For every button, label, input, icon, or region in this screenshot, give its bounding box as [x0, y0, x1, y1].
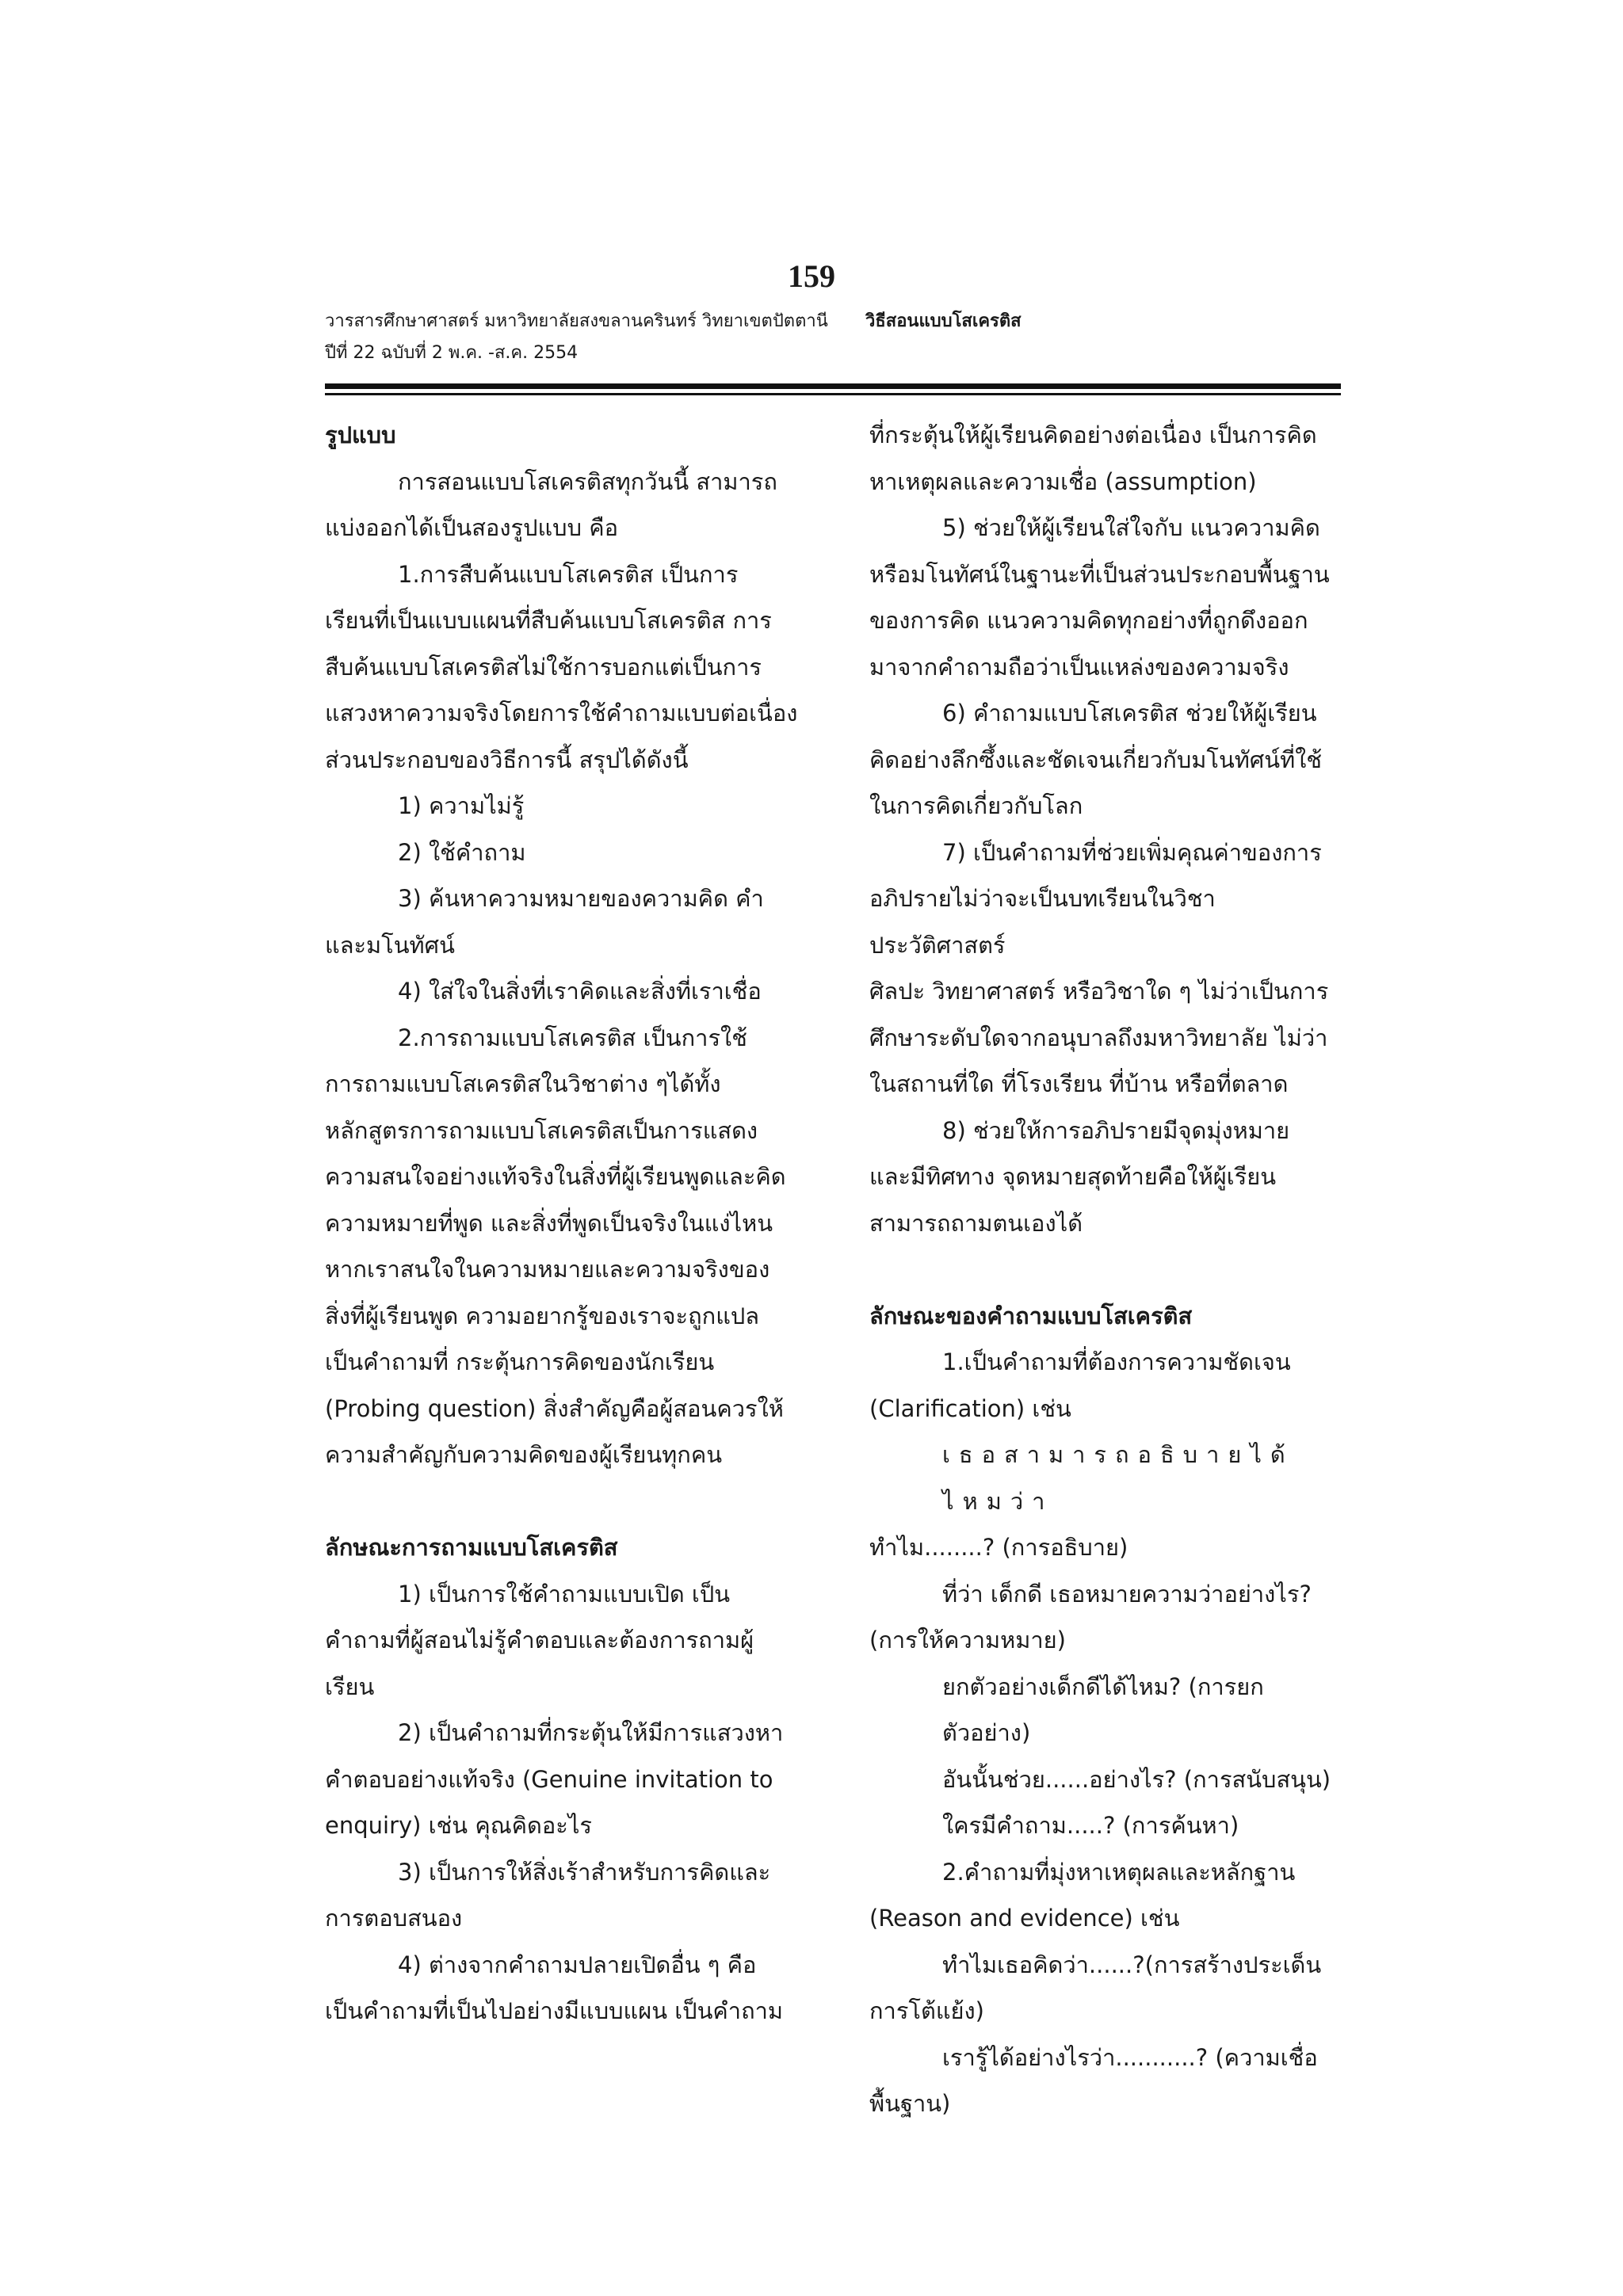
- text-line-indented: 3) เป็นการให้สิ่งเร้าสำหรับการคิดและ: [398, 1858, 771, 1886]
- text-line: พื้นฐาน): [869, 2090, 951, 2117]
- text-line: หรือมโนทัศน์ในฐานะที่เป็นส่วนประกอบพื้นฐาน: [869, 560, 1330, 588]
- text-line-indented: 2.การถามแบบโสเครติส เป็นการใช้: [398, 1024, 747, 1051]
- text-line-indented: 2) ใช้คำถาม: [398, 838, 526, 866]
- text-line: เป็นคำถามที่ กระตุ้นการคิดของนักเรียน: [325, 1348, 715, 1375]
- text-line-indented: 5) ช่วยให้ผู้เรียนใส่ใจกับ แนวความคิด: [942, 514, 1320, 541]
- section-heading: ลักษณะการถามแบบโสเครติส: [325, 1534, 618, 1561]
- text-line: ศึกษาระดับใดจากอนุบาลถึงมหาวิทยาลัย ไม่ว่า: [869, 1024, 1328, 1051]
- text-line: หากเราสนใจในความหมายและความจริงของ: [325, 1256, 770, 1283]
- text-line-indented: 3) ค้นหาความหมายของความคิด คำ: [398, 885, 764, 912]
- text-line: และมโนทัศน์: [325, 931, 455, 959]
- text-line: มาจากคำถามถือว่าเป็นแหล่งของความจริง: [869, 653, 1289, 681]
- text-line: ที่กระตุ้นให้ผู้เรียนคิดอย่างต่อเนื่อง เป็นการคิด: [869, 421, 1317, 448]
- text-line-indented: ทำไมเธอคิดว่า......?(การสร้างประเด็น: [942, 1951, 1322, 1978]
- text-line-indented: 1.การสืบค้นแบบโสเครติส เป็นการ: [398, 560, 739, 588]
- text-line-indented: 1) ความไม่รู้: [398, 792, 525, 819]
- text-line: ในสถานที่ใด ที่โรงเรียน ที่บ้าน หรือที่ตลาด: [869, 1070, 1289, 1097]
- text-line-indented: 7) เป็นคำถามที่ช่วยเพิ่มคุณค่าของการ: [942, 838, 1322, 866]
- text-line: ในการคิดเกี่ยวกับโลก: [869, 792, 1083, 819]
- text-line: เป็นคำถามที่เป็นไปอย่างมีแบบแผน เป็นคำถาม: [325, 1997, 784, 2024]
- header-rule-thick: [325, 383, 1341, 389]
- text-line: ส่วนประกอบของวิธีการนี้ สรุปได้ดังนี้: [325, 746, 689, 773]
- text-line: ของการคิด แนวความคิดทุกอย่างที่ถูกดึงออก: [869, 607, 1308, 634]
- text-line: (Clarification) เช่น: [869, 1394, 1071, 1422]
- text-line: หลักสูตรการถามแบบโสเครติสเป็นการแสดง: [325, 1116, 758, 1144]
- text-line-indented: ที่ว่า เด็กดี เธอหมายความว่าอย่างไร?: [942, 1580, 1312, 1608]
- text-line: แสวงหาความจริงโดยการใช้คำถามแบบต่อเนื่อง: [325, 700, 798, 727]
- text-line-indented: อันนั้นช่วย......อย่างไร? (การสนับสนุน): [942, 1765, 1331, 1793]
- text-line: enquiry) เช่น คุณคิดอะไร: [325, 1812, 593, 1839]
- text-line: (การให้ความหมาย): [869, 1627, 1066, 1653]
- running-header: [325, 307, 1341, 379]
- text-line: คิดอย่างลึกซึ้งและชัดเจนเกี่ยวกับมโนทัศน์ที่ใช้: [869, 746, 1323, 773]
- text-line: และมีทิศทาง จุดหมายสุดท้ายคือให้ผู้เรียน: [869, 1163, 1277, 1190]
- text-line: อภิปรายไม่ว่าจะเป็นบทเรียนในวิชาประวัติศาสตร์: [869, 885, 1216, 959]
- text-line-indented: 4) ใส่ใจในสิ่งที่เราคิดและสิ่งที่เราเชื่อ: [398, 978, 762, 1005]
- text-line: ความสำคัญกับความคิดของผู้เรียนทุกคน: [325, 1441, 723, 1468]
- text-line: คำตอบอย่างแท้จริง (Genuine invitation to: [325, 1765, 773, 1793]
- text-line: สิ่งที่ผู้เรียนพูด ความอยากรู้ของเราจะถูกแปล: [325, 1302, 760, 1329]
- section-heading: รูปแบบ: [325, 421, 396, 448]
- text-line: สืบค้นแบบโสเครติสไม่ใช้การบอกแต่เป็นการ: [325, 653, 762, 681]
- text-line: ความหมายที่พูด และสิ่งที่พูดเป็นจริงในแง่ไหน: [325, 1209, 773, 1237]
- journal-issue: ปีที่ 22 ฉบับที่ 2 พ.ค. -ส.ค. 2554: [325, 343, 579, 363]
- text-line: หาเหตุผลและความเชื่อ (assumption): [869, 467, 1257, 495]
- text-line-indented: 8) ช่วยให้การอภิปรายมีจุดมุ่งหมาย: [942, 1116, 1290, 1144]
- text-line-indented: 4) ต่างจากคำถามปลายเปิดอื่น ๆ คือ: [398, 1951, 757, 1978]
- text-line: (Reason and evidence) เช่น: [869, 1905, 1180, 1932]
- text-line-indented: 1.เป็นคำถามที่ต้องการความชัดเจน: [942, 1348, 1291, 1375]
- text-line: การโต้แย้ง): [869, 1997, 984, 2024]
- paragraph-gap: [869, 1246, 1342, 1293]
- text-line-indented: เรารู้ได้อย่างไรว่า...........? (ความเชื่อ: [942, 2043, 1318, 2071]
- text-line: การตอบสนอง: [325, 1905, 463, 1932]
- page-number: 159: [788, 258, 835, 294]
- text-line: ความสนใจอย่างแท้จริงในสิ่งที่ผู้เรียนพูดและคิด: [325, 1163, 786, 1190]
- paragraph-gap: [325, 1478, 800, 1525]
- text-line-indented: 2) เป็นคำถามที่กระตุ้นให้มีการแสวงหา: [398, 1719, 784, 1746]
- right-column: [869, 412, 1342, 2127]
- text-line: สามารถถามตนเองได้: [869, 1209, 1083, 1237]
- journal-name: วารสารศึกษาศาสตร์ มหาวิทยาลัยสงขลานครินทร์ วิทยาเขตปัตตานี: [325, 311, 828, 331]
- text-line-indented: ใครมีคำถาม.....? (การค้นหา): [942, 1812, 1239, 1839]
- section-heading: ลักษณะของคำถามแบบโสเครติส: [869, 1302, 1193, 1329]
- text-line-indented: 2.คำถามที่มุ่งหาเหตุผลและหลักฐาน: [942, 1858, 1296, 1886]
- text-line-indented: การสอนแบบโสเครติสทุกวันนี้ สามารถ: [398, 467, 777, 495]
- left-column: [325, 412, 800, 2035]
- text-line: เรียนที่เป็นแบบแผนที่สืบค้นแบบโสเครติส การ: [325, 607, 772, 634]
- running-section-title: วิธีสอนแบบโสเครติส: [865, 311, 1022, 331]
- text-line: แบ่งออกได้เป็นสองรูปแบบ คือ: [325, 514, 619, 541]
- text-line-indented: ยกตัวอย่างเด็กดีได้ไหม? (การยกตัวอย่าง): [942, 1672, 1264, 1746]
- header-rule-thin: [325, 393, 1341, 395]
- text-line: คำถามที่ผู้สอนไม่รู้คำตอบและต้องการถามผู้เรียน: [325, 1627, 754, 1700]
- text-line: ศิลปะ วิทยาศาสตร์ หรือวิชาใด ๆ ไม่ว่าเป็นการ: [869, 978, 1329, 1005]
- text-line-indented: 1) เป็นการใช้คำถามแบบเปิด เป็น: [398, 1580, 731, 1608]
- text-line-indented: เธอสามารถอธิบายได้ไหมว่า: [942, 1441, 1294, 1515]
- text-line: การถามแบบโสเครติสในวิชาต่าง ๆได้ทั้ง: [325, 1070, 721, 1097]
- text-line: ทำไม........? (การอธิบาย): [869, 1534, 1128, 1561]
- text-line: (Probing question) สิ่งสำคัญคือผู้สอนควรให้: [325, 1394, 784, 1422]
- text-line-indented: 6) คำถามแบบโสเครติส ช่วยให้ผู้เรียน: [942, 700, 1317, 727]
